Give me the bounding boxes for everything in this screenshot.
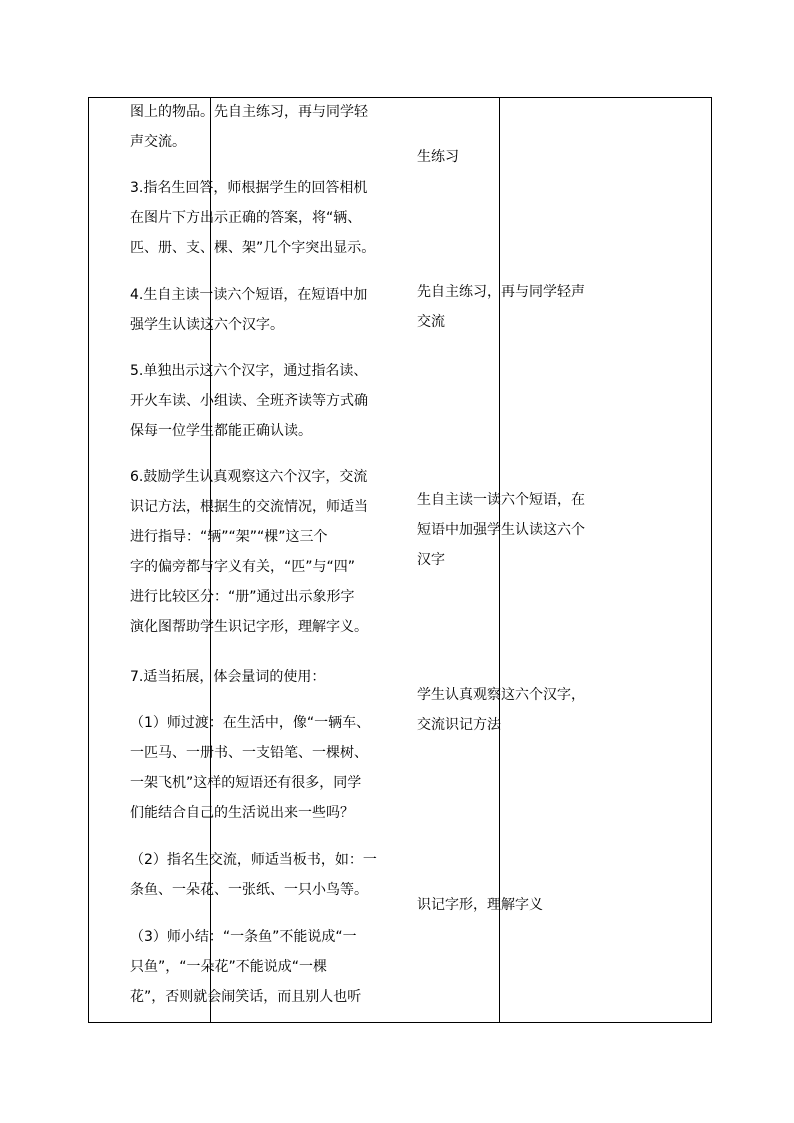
teacher-activity-line: （3）师小结：“一条鱼”不能说成“一 — [130, 929, 357, 945]
teacher-activity-line: 强学生认读这六个汉字。 — [130, 317, 284, 333]
teacher-activity-line: 5.单独出示这六个汉字，通过指名读、 — [130, 363, 368, 379]
student-activity-line: 识记字形，理解字义 — [417, 897, 543, 913]
teacher-activity-line: 图上的物品。先自主练习，再与同学轻 — [130, 104, 368, 120]
teacher-activity-line: 声交流。 — [130, 134, 186, 150]
teacher-activity-line: 们能结合自己的生活说出来一些吗？ — [130, 805, 354, 821]
teacher-activity-line: 保每一位学生都能正确认读。 — [130, 423, 312, 439]
teacher-activity-line: 开火车读、小组读、全班齐读等方式确 — [130, 393, 368, 409]
student-activity-line: 生自主读一读六个短语，在 — [417, 492, 585, 508]
teacher-activity-line: 只鱼”，“一朵花”不能说成“一棵 — [130, 959, 328, 975]
student-activity-line: 生练习 — [417, 149, 459, 165]
teacher-activity-line: 在图片下方出示正确的答案，将“辆、 — [130, 210, 362, 226]
teacher-activity-line: 条鱼、一朵花、一张纸、一只小鸟等。 — [130, 882, 368, 898]
teacher-activity-line: 匹、册、支、棵、架”几个字突出显示。 — [130, 240, 376, 256]
student-activity-line: 交流 — [417, 314, 445, 330]
student-activity-line: 学生认真观察这六个汉字， — [417, 687, 585, 703]
student-activity-line: 先自主练习，再与同学轻声 — [417, 284, 585, 300]
teacher-activity-line: 3.指名生回答，师根据学生的回答相机 — [130, 180, 368, 196]
teacher-activity-line: 花”，否则就会闹笑话，而且别人也听 — [130, 989, 362, 1005]
teacher-activity-line: 一匹马、一册书、一支铅笔、一棵树、 — [130, 745, 368, 761]
teacher-activity-line: 一架飞机”这样的短语还有很多，同学 — [130, 775, 362, 791]
teacher-activity-line: 演化图帮助学生识记字形，理解字义。 — [130, 619, 368, 635]
teacher-activity-line: 4.生自主读一读六个短语，在短语中加 — [130, 287, 368, 303]
teacher-activity-line: 进行指导：“辆”“架”“棵”这三个 — [130, 529, 328, 545]
teacher-activity-line: 进行比较区分：“册”通过出示象形字 — [130, 589, 355, 605]
teacher-activity-line: （2）指名生交流，师适当板书，如：一 — [130, 852, 377, 868]
teacher-activity-line: （1）师过渡：在生活中，像“一辆车、 — [130, 715, 371, 731]
teacher-activity-line: 识记方法，根据生的交流情况，师适当 — [130, 499, 368, 515]
student-activity-line: 汉字 — [417, 552, 445, 568]
teacher-activity-line: 7.适当拓展，体会量词的使用： — [130, 669, 326, 685]
student-activity-line: 短语中加强学生认读这六个 — [417, 522, 585, 538]
teacher-activity-line: 字的偏旁都与字义有关，“匹”与“四” — [130, 559, 356, 575]
column-divider-right — [499, 98, 500, 1022]
student-activity-line: 交流识记方法 — [417, 717, 501, 733]
teacher-activity-line: 6.鼓励学生认真观察这六个汉字，交流 — [130, 469, 368, 485]
